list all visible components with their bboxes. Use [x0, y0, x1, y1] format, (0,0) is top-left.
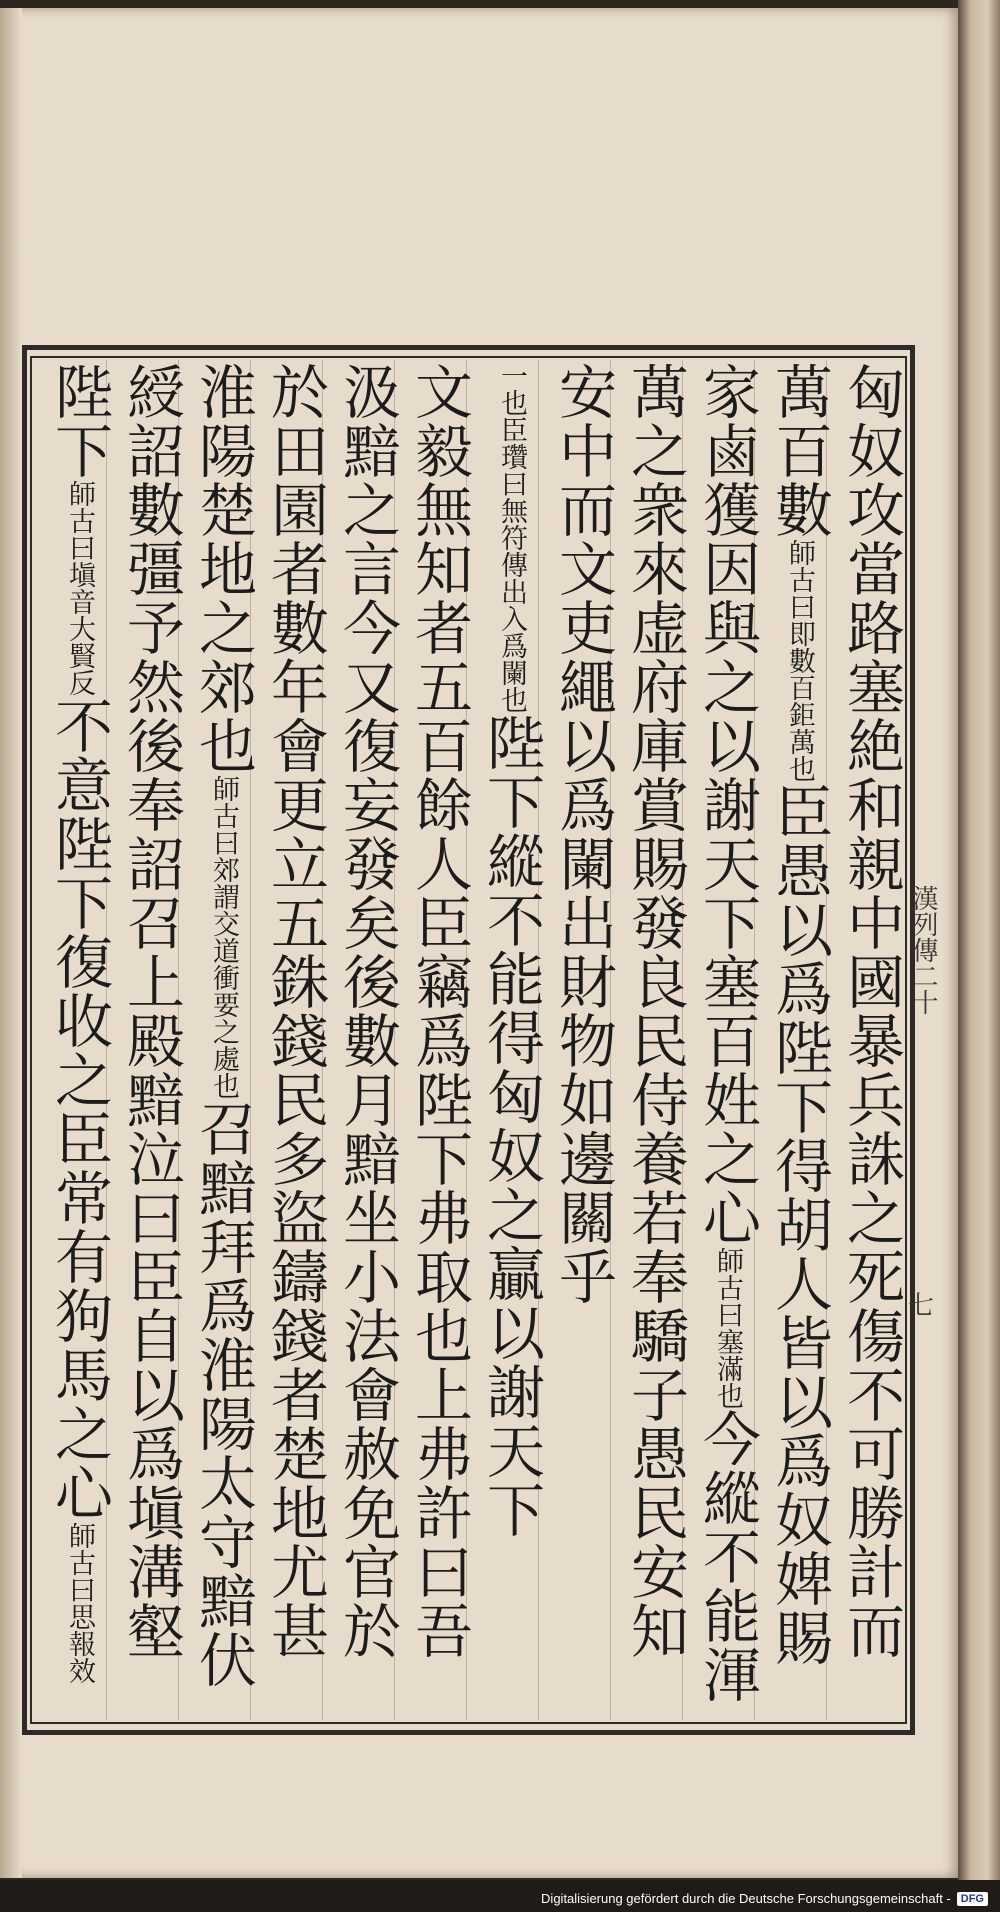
column-text: 臣愚以爲陛下得胡人皆以爲奴婢賜: [765, 782, 833, 1667]
text-column-4: [620, 362, 690, 1718]
text-column-7: [404, 362, 474, 1718]
text-column-9: [260, 362, 330, 1718]
column-text: 陛下縱不能得匈奴之贏以謝天下: [477, 713, 545, 1539]
page-edge: [958, 0, 1000, 1885]
column-text: 不意陛下復收之臣常有狗馬之心: [45, 696, 113, 1522]
column-text: 淮陽楚地之郊也: [189, 362, 257, 775]
commentary-note: 一也臣瓚曰無符傳出入爲闌也: [496, 362, 527, 713]
spine-shadow: [0, 8, 22, 1878]
column-text: 萬百數: [765, 362, 833, 539]
text-column-5: [548, 362, 618, 1718]
commentary-note: 師古曰思報效: [64, 1522, 95, 1684]
column-text: 家鹵獲因與之以謝天下塞百姓之心: [693, 362, 761, 1247]
text-column-6: [476, 362, 546, 1718]
commentary-note: 師古曰即數百鉅萬也: [784, 539, 815, 782]
commentary-note: 師古曰塡音大賢反: [64, 480, 95, 696]
column-text: 今縱不能渾: [693, 1409, 761, 1704]
column-text: 汲黯之言今又復妄發矣後數月黯坐小法會赦免官於: [333, 362, 401, 1660]
text-column-11: [116, 362, 186, 1718]
commentary-note: 師古曰塞滿也: [712, 1247, 743, 1409]
column-text: 文毅無知者五百餘人臣竊爲陛下弗取也上弗許曰吾: [405, 362, 473, 1660]
text-column-8: [332, 362, 402, 1718]
dfg-logo: DFG: [957, 1892, 988, 1906]
credit-text: Digitalisierung gefördert durch die Deutsche Forschungsgemeinschaft -: [541, 1891, 951, 1906]
column-text: 匈奴攻當路塞絶和親中國暴兵誅之死傷不可勝計而: [837, 362, 905, 1660]
column-text: 陛下: [45, 362, 113, 480]
column-text: 於田園者數年會更立五銖錢民多盜鑄錢者楚地尤甚: [261, 362, 329, 1660]
column-text: 綬詔數彊予然後奉詔召上殿黯泣曰臣自以爲塡溝壑: [117, 362, 185, 1660]
commentary-note: 師古曰郊謂交道衝要之處也: [208, 775, 239, 1099]
column-text: 萬之衆來虚府庫賞賜發良民侍養若奉驕子愚民安知: [621, 362, 689, 1660]
digitization-credit: [541, 1891, 988, 1906]
margin-title: 漢列傳二十: [908, 885, 938, 1015]
text-column-10: [188, 362, 258, 1718]
column-text: 安中而文吏繩以爲闌出財物如邊關乎: [549, 362, 617, 1306]
column-text: 召黯拜爲淮陽太守黯伏: [189, 1099, 257, 1689]
page-number: 七: [908, 1291, 935, 1321]
text-column-2: [764, 362, 834, 1718]
text-column-1: [836, 362, 906, 1718]
text-column-3: [692, 362, 762, 1718]
text-column-12: [44, 362, 114, 1718]
